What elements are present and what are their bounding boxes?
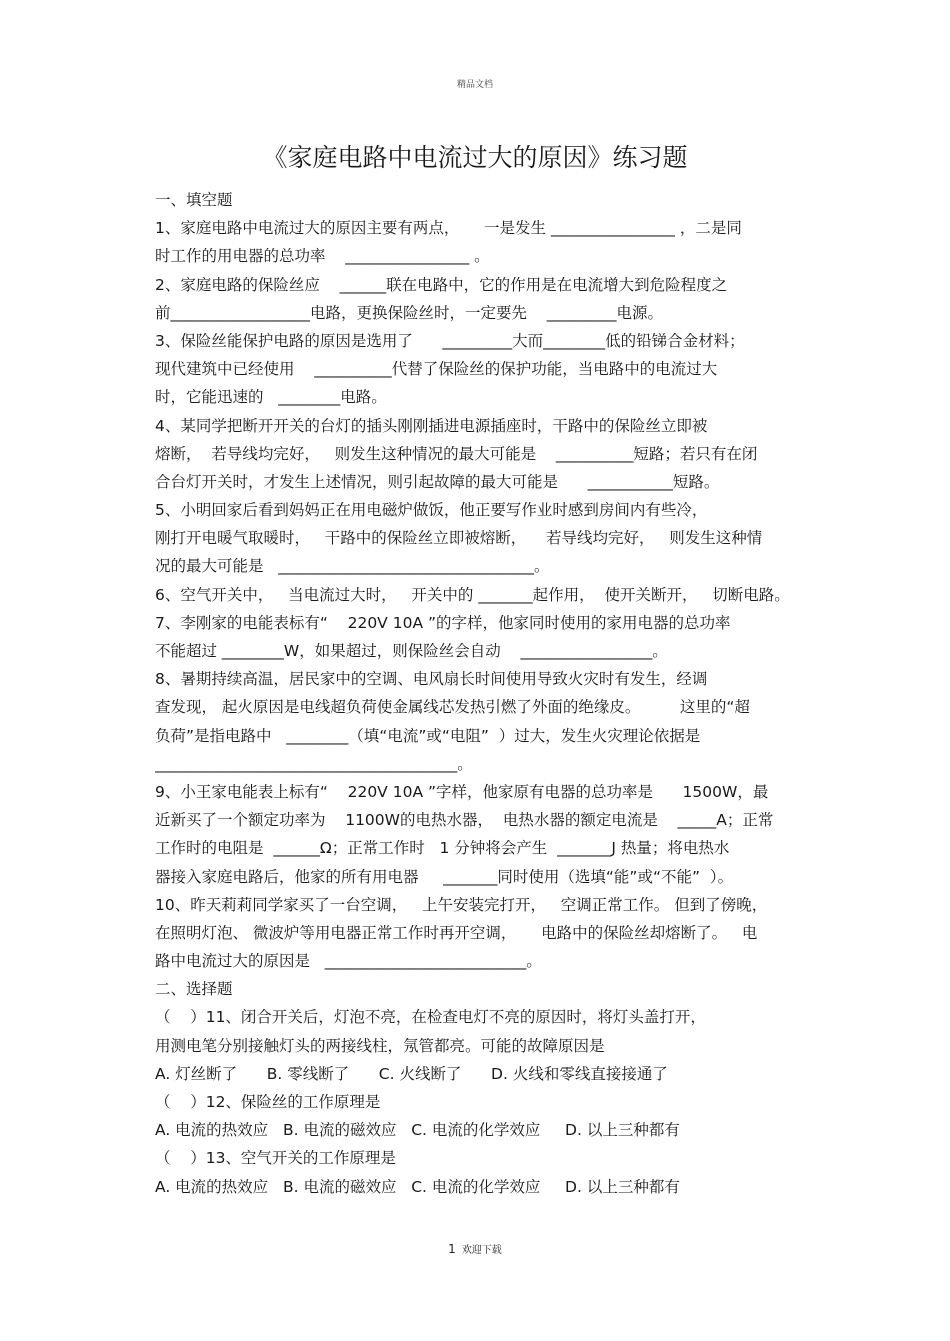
- question-line: 刚打开电暖气取暖时， 干路中的保险丝立即被熔断， 若导线均完好， 则发生这种情: [155, 529, 763, 548]
- question-line: 3、保险丝能保护电路的原因是选用了 _________大而________低的铅锑合金材料；: [155, 331, 745, 350]
- question-line: 时工作的用电器的总功率 ________________ 。: [155, 247, 490, 266]
- question-line: 路中电流过大的原因是 __________________________。: [155, 952, 542, 971]
- question-line: 工作时的电阻是 ______Ω；正常工作时 1 分钟将会产生 _______J 热量；将电热水: [155, 839, 730, 858]
- question-line: 熔断， 若导线均完好， 则发生这种情况的最大可能是 __________短路；若只有在闭: [155, 444, 758, 463]
- question-line: （ ）11、闭合开关后，灯泡不亮，在检查电灯不亮的原因时，将灯头盖打开，: [155, 1008, 706, 1027]
- question-line: 8、暑期持续高温，居民家中的空调、电风扇长时间使用导致火灾时有发生，经调: [155, 670, 708, 689]
- question-line: 5、小明回家后看到妈妈正在用电磁炉做饭，他正要写作业时感到房间内有些冷，: [155, 501, 708, 520]
- question-line: 1、家庭电路中电流过大的原因主要有两点， 一是发生 ________________ ，二是同: [155, 219, 742, 238]
- question-line: 近新买了一个额定功率为 1100W的电热水器， 电热水器的额定电流是 _____A；正常: [155, 811, 774, 830]
- question-line: 6、空气开关中， 当电流过大时， 开关中的 _______起作用， 使开关断开， 切断电路。: [155, 585, 790, 604]
- question-line: 2、家庭电路的保险丝应 ______联在电路中，它的作用是在电流增大到危险程度之: [155, 275, 728, 294]
- question-line: 前__________________电路，更换保险丝时，一定要先 _________电源。: [155, 303, 663, 322]
- exercise-content: [155, 186, 845, 1201]
- question-line: 用测电笔分别接触灯头的两接线柱，氖管都亮。可能的故障原因是: [155, 1036, 605, 1055]
- header-note: 精品文档: [456, 80, 493, 90]
- question-line: 10、昨天莉莉同学家买了一台空调， 上午安装完打开， 空调正常工作。 但到了傍晚，: [155, 895, 768, 914]
- question-line: 现代建筑中已经使用 __________代替了保险丝的保护功能，当电路中的电流过大: [155, 360, 718, 379]
- question-line: （ ）13、空气开关的工作原理是: [155, 1149, 396, 1168]
- question-line: 器接入家庭电路后，他家的所有用电器 _______同时使用（选填“能”或“不能” ）。: [155, 867, 734, 886]
- question-line: 负荷”是指电路中 ________（填“电流”或“电阻” ）过大，发生火灾理论依据是: [155, 726, 701, 745]
- question-line: （ ）12、保险丝的工作原理是: [155, 1093, 381, 1111]
- question-line: 况的最大可能是 _________________________________。: [155, 557, 550, 576]
- question-line: 时，它能迅速的 ________电路。: [155, 388, 387, 407]
- section-heading-fill-blank: 一、填空题: [155, 191, 233, 209]
- question-line: _______________________________________。: [155, 754, 473, 773]
- footer-text: 欢迎下载: [461, 1245, 502, 1256]
- page-title: 《家庭电路中电流过大的原因》练习题: [262, 143, 688, 172]
- question-line: 查发现， 起火原因是电线超负荷使金属线芯发热引燃了外面的绝缘皮。 这里的“超: [155, 698, 750, 717]
- page-number: 1: [448, 1242, 456, 1256]
- choice-options: A. 灯丝断了 B. 零线断了 C. 火线断了 D. 火线和零线直接接通了: [155, 1064, 668, 1083]
- question-line: 合台灯开关时，才发生上述情况，则引起故障的最大可能是 ___________短路。: [155, 472, 720, 491]
- question-line: 不能超过 ________W，如果超过，则保险丝会自动 _________________。: [155, 642, 668, 660]
- section-heading-multiple-choice: 二、选择题: [155, 980, 233, 999]
- choice-options: A. 电流的热效应 B. 电流的磁效应 C. 电流的化学效应 D. 以上三种都有: [155, 1177, 680, 1196]
- page-footer: [0, 1241, 950, 1256]
- question-line: 7、李刚家的电能表标有“ 220V 10A ”的字样，他家同时使用的家用电器的总功率: [155, 613, 731, 632]
- choice-options: A. 电流的热效应 B. 电流的磁效应 C. 电流的化学效应 D. 以上三种都有: [155, 1121, 680, 1140]
- question-line: 在照明灯泡、 微波炉等用电器正常工作时再开空调， 电路中的保险丝却熔断了。 电: [155, 923, 758, 942]
- question-line: 4、某同学把断开开关的台灯的插头刚刚插进电源插座时，干路中的保险丝立即被: [155, 416, 708, 435]
- question-line: 9、小王家电能表上标有“ 220V 10A ”字样，他家原有电器的总功率是 1500W，最: [155, 782, 769, 801]
